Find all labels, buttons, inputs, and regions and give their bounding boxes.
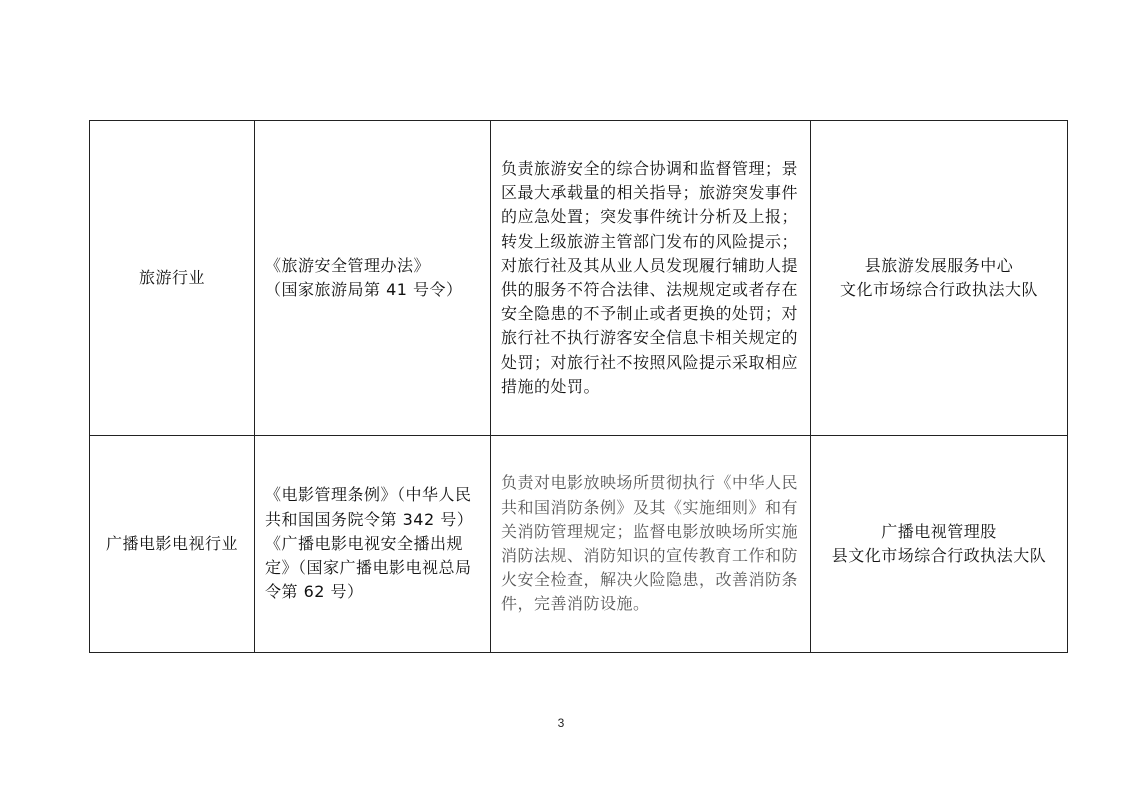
legal-basis-cell bbox=[255, 121, 491, 436]
table-row bbox=[90, 436, 1068, 653]
legal-basis-line: 《广播电影电视安全播出规定》（国家广播电影电视总局令第 62 号） bbox=[265, 533, 472, 602]
duties-cell: 负责旅游安全的综合协调和监督管理；景区最大承载量的相关指导；旅游突发事件的应急处置；突发事件统计分析及上报；转发上级旅游主管部门发布的风险提示；对旅行社及其从业人员发现履行辅助人提供的服务不符合法律、法规规定或者存在安全隐患的不予制止或者更换的处罚；对旅行社不执行游客安全信息卡相关规定的处罚；对旅行社不按照风险提示采取相应措施的处罚。 bbox=[491, 121, 811, 436]
industry-cell: 旅游行业 bbox=[90, 121, 255, 436]
department-cell bbox=[811, 121, 1068, 436]
duties-cell: 负责对电影放映场所贯彻执行《中华人民共和国消防条例》及其《实施细则》和有关消防管理规定；监督电影放映场所实施消防法规、消防知识的宣传教育工作和防火安全检查，解决火险隐患，改善消防条件，完善消防设施。 bbox=[491, 436, 811, 653]
legal-basis-cell bbox=[255, 436, 491, 653]
department-line: 广播电视管理股 bbox=[881, 521, 997, 541]
industry-cell: 广播电影电视行业 bbox=[90, 436, 255, 653]
table-row bbox=[90, 121, 1068, 436]
legal-basis-line: 《旅游安全管理办法》 bbox=[265, 255, 431, 275]
department-cell bbox=[811, 436, 1068, 653]
page-number: 3 bbox=[557, 716, 565, 730]
department-line: 县文化市场综合行政执法大队 bbox=[831, 546, 1047, 565]
legal-basis-line: 《电影管理条例》（中华人民共和国国务院令第 342 号） bbox=[265, 485, 474, 529]
legal-basis-line: （国家旅游局第 41 号令） bbox=[265, 280, 463, 299]
responsibility-table bbox=[89, 120, 1068, 653]
department-line: 县旅游发展服务中心 bbox=[864, 255, 1014, 275]
department-line: 文化市场综合行政执法大队 bbox=[839, 280, 1038, 299]
